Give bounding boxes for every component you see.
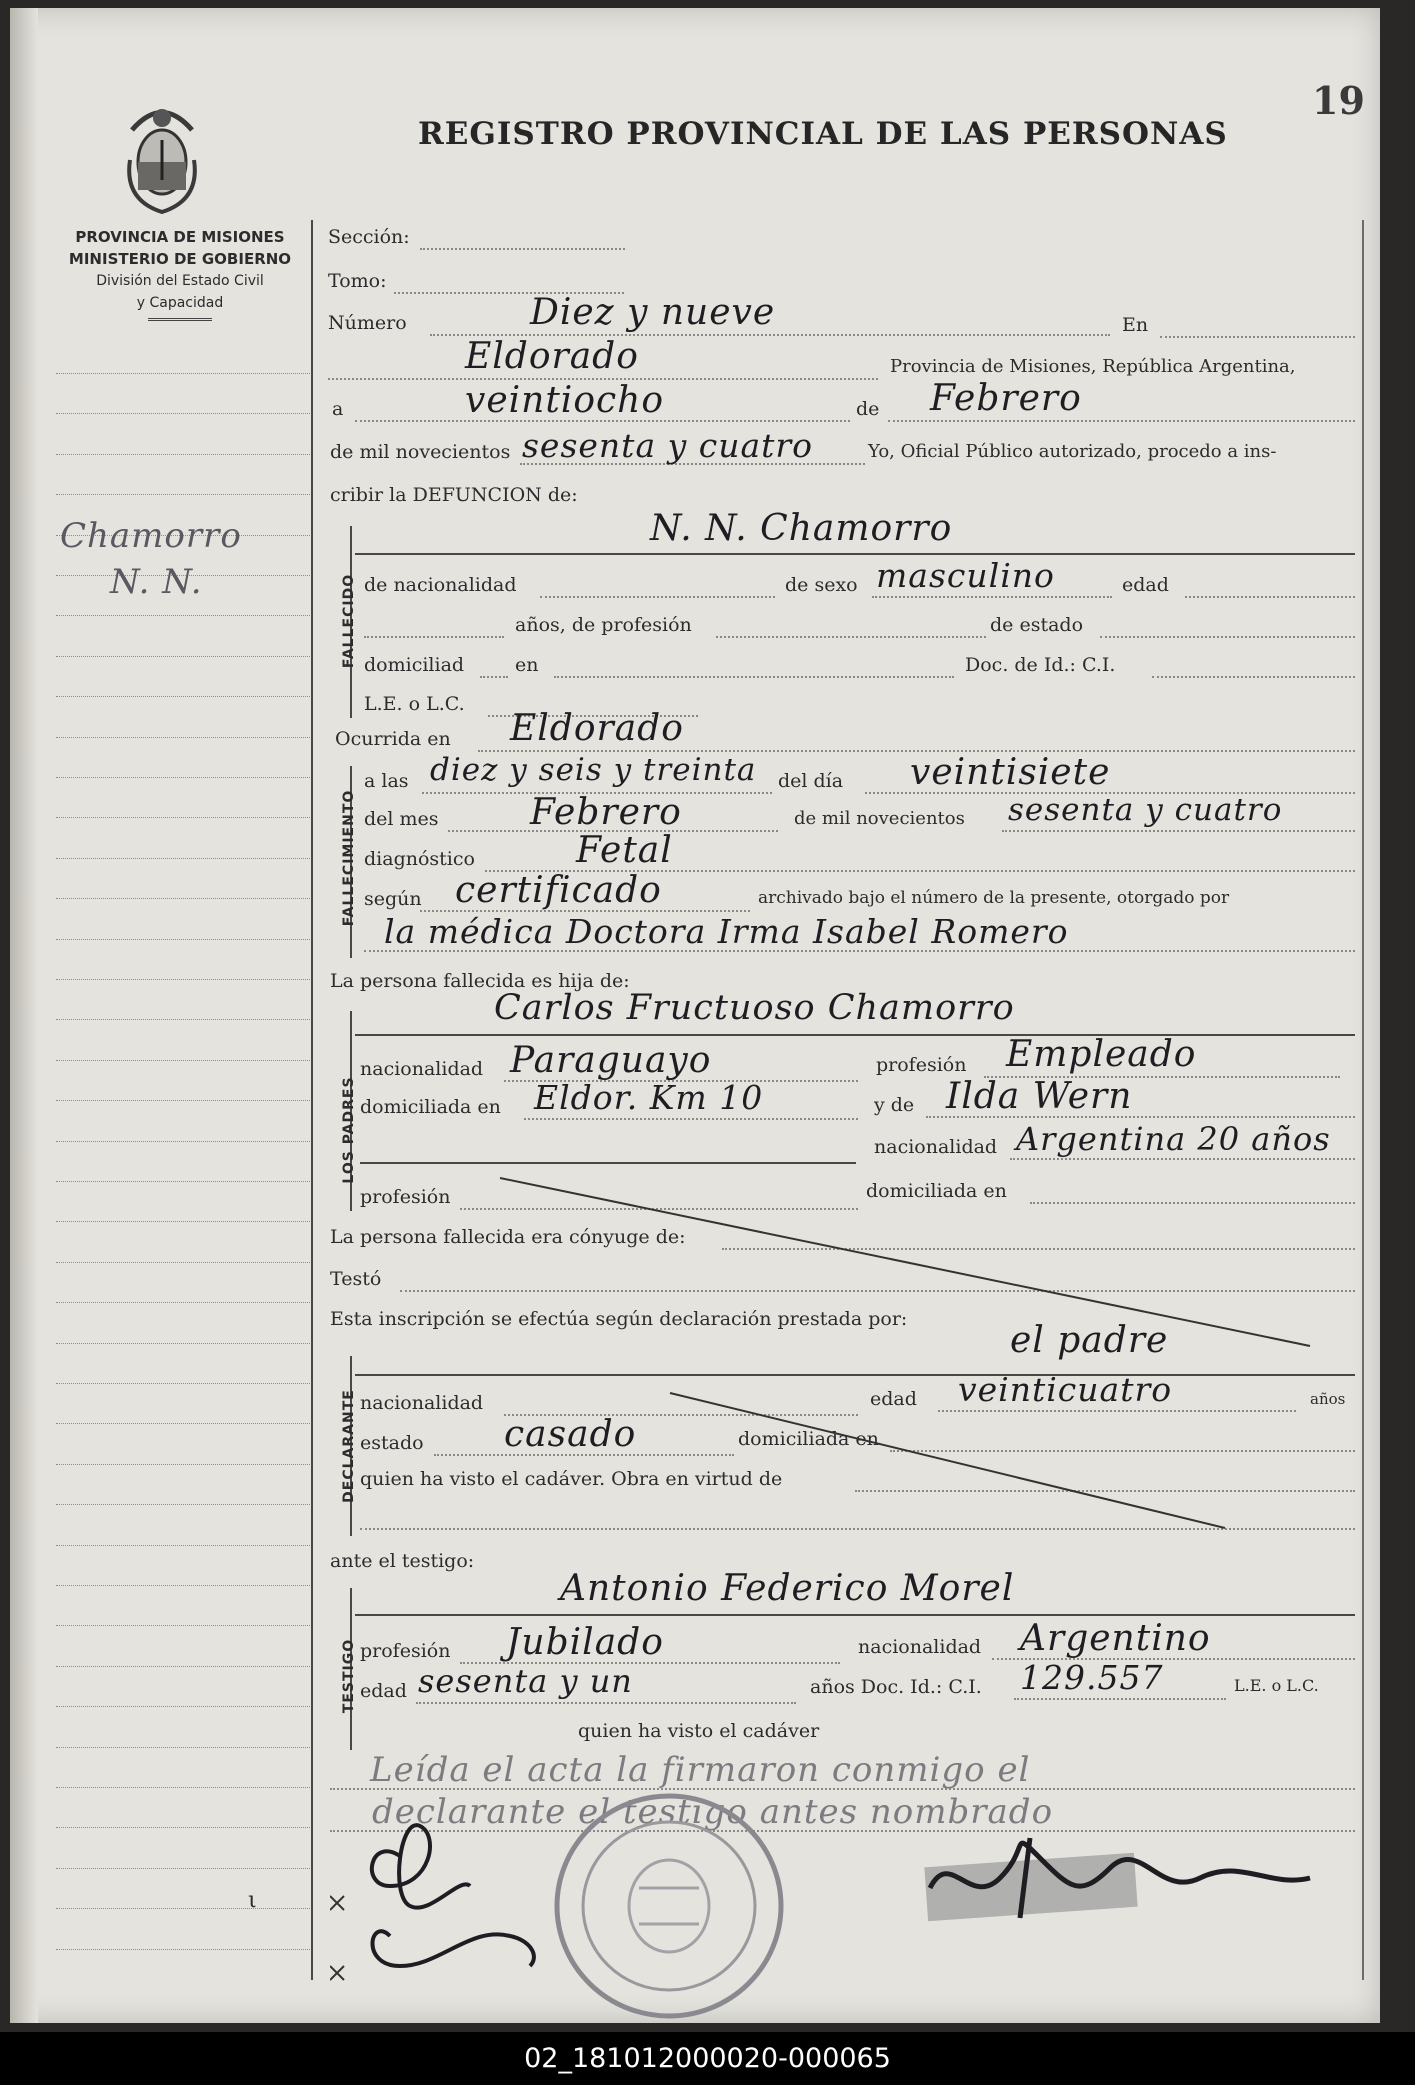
- entry-mes: Febrero: [930, 378, 1082, 419]
- entry-declarante-estado: casado: [504, 1414, 637, 1455]
- entry-dia-fallecimiento: veintisiete: [910, 752, 1111, 793]
- entry-sexo: masculino: [876, 556, 1055, 595]
- register-title: REGISTRO PROVINCIAL DE LAS PERSONAS: [418, 116, 1228, 152]
- register-page: 19 REGISTRO PROVINCIAL DE LAS PERSONAS PROVINCIA DE MISIONES MINISTERIO DE GOBIERNO División del Estado Civil y Capacidad Chamorro N. N. Sección: Tomo: Número Diez y nueve En Eldorado Provincia de Misiones, República Argentina, a veintiocho de Febrero de mil novecientos sesenta y cuatro Yo, Oficial Público autorizado, procedo a ins- cribir la DEFUNCION de: FALLECIDO N. N. Chamorro de nacionalidad de sexo masculino edad años, de profesión de estado domiciliad en Doc. de Id.: C.I. L.E. o L.C. Ocurrida en Eldorado FALLECIMIENTO a las diez y seis y treinta del día veintisiete del mes Febrero de mil novecientos sesenta y cuatro diagnóstico Fetal según certificado archivado bajo el número de la presente, otorgado por la médica Doctora Irma Isabel Romero La persona fallecida es hija de: LOS PADRES Carlos Fructuoso Chamorro nacionalidad Paraguayo profesión Empleado domiciliada en Eldor. Km 10 y de Ilda Wern nacionalidad Argentina 20 años profesión domiciliada en La persona fallecida era cónyuge de: Testó Esta inscripción se efectúa según declaración prestada por: el padre DECLARANTE nacionalidad edad veinticuatro años estado casado domiciliada en quien ha visto el cadáver. Obra en virtud de ante el testigo: TESTIGO Antonio Federico Morel profesión Jubilado nacionalidad Argentino edad sesenta y un años Doc. Id.: C.I. 129.557 L.E. o L.C. quien ha visto el cadáver Leída el acta la firmaron conmigo el declarante el testigo antes nombrado ι: [10, 8, 1380, 2023]
- entry-hora: diez y seis y treinta: [430, 752, 757, 788]
- official-seal-icon: [544, 1786, 794, 2026]
- entry-mes-fallecimiento: Febrero: [530, 792, 682, 833]
- label-testigo-edad: edad: [360, 1680, 407, 1702]
- entry-testigo: Antonio Federico Morel: [560, 1568, 1015, 1609]
- label-declarante-nacionalidad: nacionalidad: [360, 1392, 484, 1414]
- label-edad: edad: [1122, 574, 1169, 596]
- page-number: 19: [1312, 78, 1365, 123]
- label-doc-id: Doc. de Id.: C.I.: [965, 654, 1116, 676]
- label-archivado: archivado bajo el número de la presente, otorgado por: [758, 888, 1230, 908]
- label-testigo-le-lc: L.E. o L.C.: [1234, 1676, 1319, 1695]
- entry-madre-nacionalidad: Argentina 20 años: [1016, 1120, 1331, 1158]
- label-oficial: Yo, Oficial Público autorizado, procedo a ins-: [868, 441, 1277, 462]
- office-line: y Capacidad: [136, 295, 224, 311]
- label-de-mil-nov: de mil novecientos: [794, 808, 965, 829]
- closing-statement-line1: Leída el acta la firmaron conmigo el: [370, 1750, 1031, 1790]
- entry-anio-fallecimiento: sesenta y cuatro: [1008, 792, 1283, 828]
- entry-declarante-edad: veinticuatro: [958, 1370, 1173, 1409]
- label-quien-visto: quien ha visto el cadáver. Obra en virtud de: [360, 1468, 783, 1490]
- label-declarante-anos: años: [1310, 1390, 1346, 1408]
- entry-declarante: el padre: [1010, 1320, 1169, 1361]
- side-label-testigo: TESTIGO: [341, 1638, 357, 1714]
- entry-ocurrida: Eldorado: [510, 708, 684, 749]
- label-declarante-estado: estado: [360, 1432, 424, 1454]
- label-conyuge: La persona fallecida era cónyuge de:: [330, 1226, 686, 1248]
- label-de: de: [856, 398, 880, 420]
- label-hija-de: La persona fallecida es hija de:: [330, 970, 630, 992]
- label-mil-novecientos: de mil novecientos: [330, 441, 511, 463]
- label-nacionalidad: de nacionalidad: [364, 574, 517, 596]
- margin-note-name: N. N.: [110, 562, 203, 602]
- entry-numero: Diez y nueve: [530, 292, 776, 333]
- entry-testigo-edad: sesenta y un: [418, 1662, 633, 1700]
- label-provincia: Provincia de Misiones, República Argentina,: [890, 356, 1296, 377]
- officer-signature-icon: [910, 1818, 1340, 1938]
- label-anos-profesion: años, de profesión: [515, 614, 692, 636]
- entry-padre: Carlos Fructuoso Chamorro: [494, 988, 1015, 1028]
- label-a: a: [332, 398, 344, 420]
- label-le-lc: L.E. o L.C.: [364, 693, 465, 715]
- entry-lugar: Eldorado: [465, 336, 639, 377]
- side-label-fallecido: FALLECIDO: [341, 573, 357, 669]
- label-segun: según: [364, 888, 422, 910]
- label-inscripcion: Esta inscripción se efectúa según declaración prestada por:: [330, 1308, 908, 1330]
- declarante-signature-icon: [330, 1816, 570, 1986]
- entry-segun: certificado: [455, 870, 662, 911]
- entry-anio: sesenta y cuatro: [522, 426, 814, 465]
- label-del-mes: del mes: [364, 808, 439, 830]
- label-numero: Número: [328, 312, 407, 334]
- label-testigo-nacionalidad: nacionalidad: [858, 1636, 982, 1658]
- label-testo: Testó: [330, 1268, 382, 1290]
- label-sexo: de sexo: [785, 574, 858, 596]
- entry-padre-domicilio: Eldor. Km 10: [534, 1078, 764, 1117]
- label-en: En: [1122, 314, 1149, 336]
- label-a-las: a las: [364, 770, 409, 792]
- label-tomo: Tomo:: [328, 270, 387, 292]
- office-line: MINISTERIO DE GOBIERNO: [68, 250, 292, 268]
- label-estado: de estado: [990, 614, 1084, 636]
- office-line: División del Estado Civil: [96, 273, 264, 289]
- label-cribir: cribir la DEFUNCION de:: [330, 484, 578, 506]
- label-padre-profesion: profesión: [876, 1054, 967, 1076]
- label-testigo-anos-doc: años Doc. Id.: C.I.: [810, 1676, 982, 1698]
- label-padre-domiciliada: domiciliada en: [360, 1096, 501, 1118]
- label-testigo-quien: quien ha visto el cadáver: [578, 1720, 820, 1742]
- margin-note-surname: Chamorro: [60, 516, 242, 556]
- label-madre-profesion: profesión: [360, 1186, 451, 1208]
- entry-padre-profesion: Empleado: [1006, 1034, 1197, 1075]
- side-label-fallecimiento: FALLECIMIENTO: [341, 789, 357, 927]
- label-madre-nacionalidad: nacionalidad: [874, 1136, 998, 1158]
- side-label-declarante: DECLARANTE: [341, 1389, 357, 1503]
- label-declarante-edad: edad: [870, 1388, 917, 1410]
- label-y-de: y de: [874, 1094, 915, 1116]
- entry-padre-nacionalidad: Paraguayo: [510, 1040, 712, 1081]
- entry-medica: la médica Doctora Irma Isabel Romero: [384, 912, 1069, 951]
- entry-testigo-nacionalidad: Argentino: [1020, 1618, 1211, 1659]
- entry-nombre: N. N. Chamorro: [650, 508, 953, 549]
- side-label-padres: LOS PADRES: [341, 1076, 357, 1184]
- entry-testigo-profesion: Jubilado: [506, 1622, 664, 1663]
- label-en-domicilio: en: [515, 654, 539, 676]
- entry-testigo-ci: 129.557: [1020, 1658, 1164, 1697]
- label-testigo-profesion: profesión: [360, 1640, 451, 1662]
- label-madre-domiciliada: domiciliada en: [866, 1180, 1007, 1202]
- entry-madre: Ilda Wern: [946, 1076, 1133, 1117]
- label-padre-nacionalidad: nacionalidad: [360, 1058, 484, 1080]
- filename-footer: 02_181012000020-000065: [0, 2032, 1415, 2085]
- label-domiciliado: domiciliad: [364, 654, 465, 676]
- label-diagnostico: diagnóstico: [364, 848, 475, 870]
- office-line: PROVINCIA DE MISIONES: [75, 228, 285, 246]
- closing-statement-line2: declarante el testigo antes nombrado: [372, 1792, 1054, 1832]
- entry-diagnostico: Fetal: [576, 830, 673, 871]
- entry-dia: veintiocho: [465, 380, 665, 421]
- label-del-dia: del día: [778, 770, 844, 792]
- label-ocurrida: Ocurrida en: [335, 728, 451, 750]
- label-declarante-domiciliada: domiciliada en: [738, 1428, 879, 1450]
- label-seccion: Sección:: [328, 226, 410, 248]
- label-ante-testigo: ante el testigo:: [330, 1550, 475, 1572]
